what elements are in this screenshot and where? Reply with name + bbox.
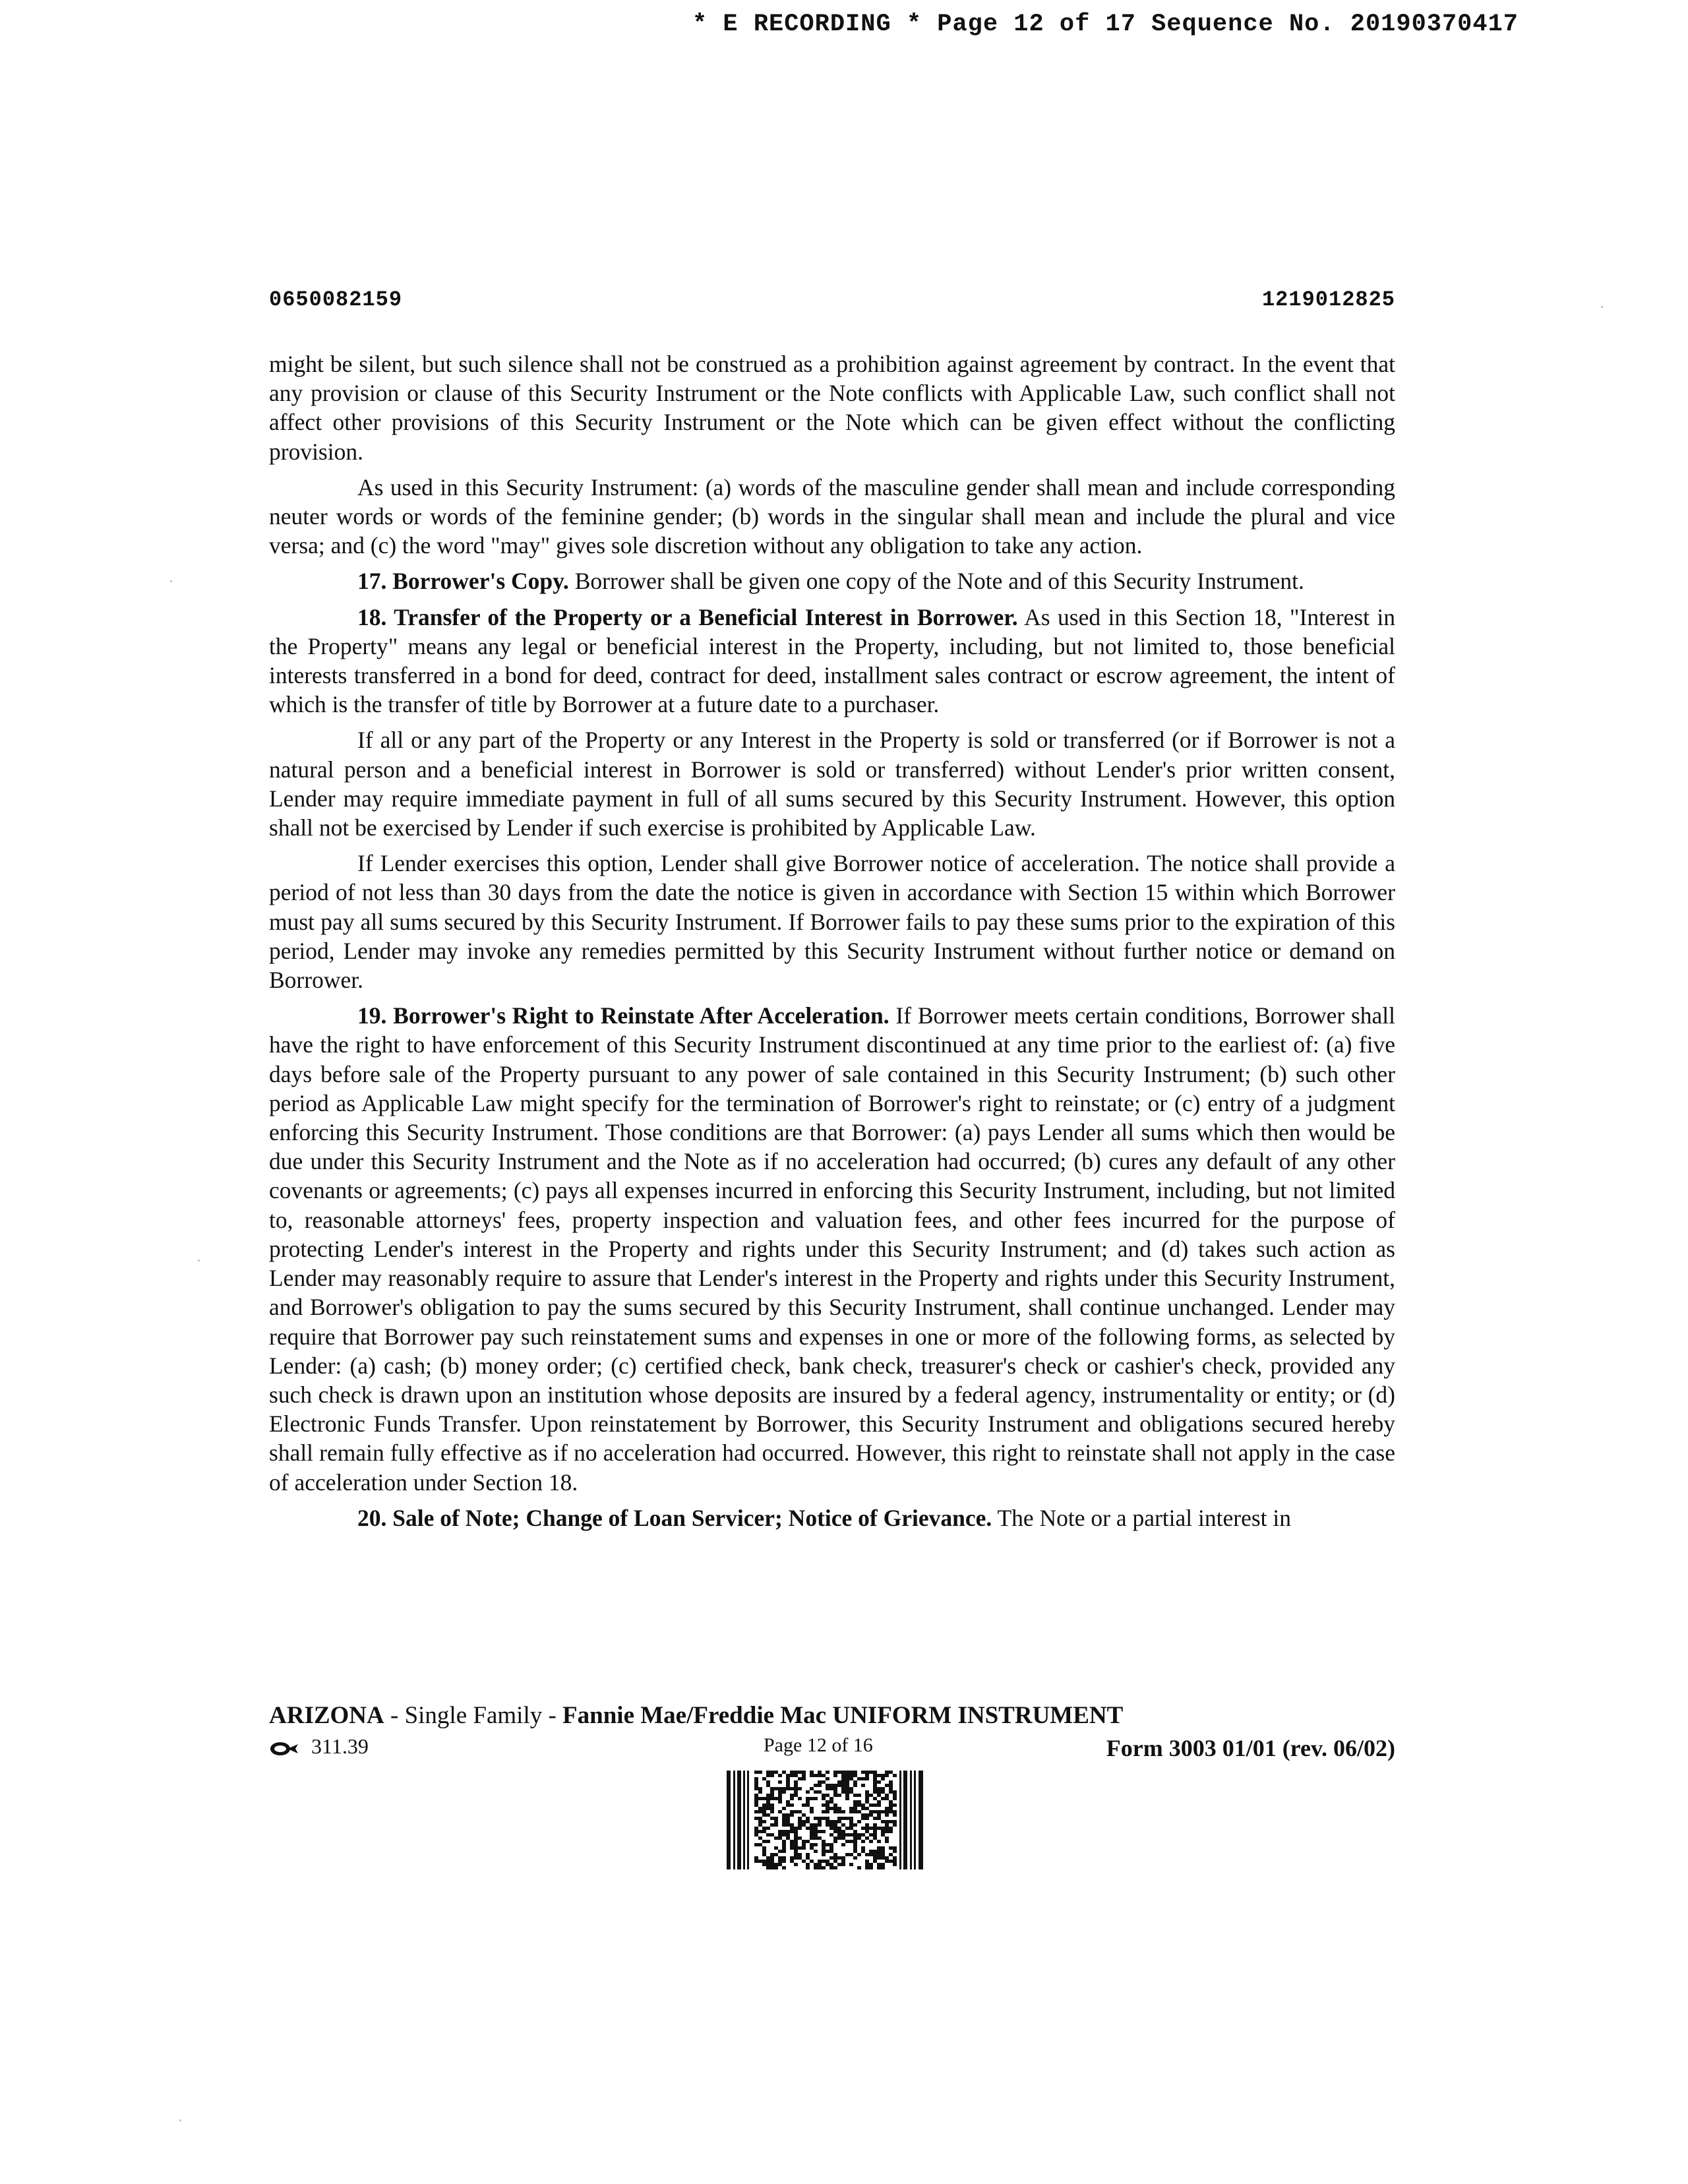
section-17-heading: 17. Borrower's Copy.	[357, 568, 569, 595]
loan-number-right: 1219012825	[1261, 288, 1395, 312]
document-body	[269, 349, 1395, 1539]
section-18-heading: 18. Transfer of the Property or a Beneficial Interest in Borrower.	[357, 603, 1018, 630]
scan-speck	[198, 1259, 200, 1261]
scan-speck	[170, 580, 172, 582]
vmp-logo-icon	[269, 1738, 299, 1755]
loan-number-left: 0650082159	[269, 288, 403, 312]
scan-speck	[179, 2119, 181, 2121]
scan-speck	[1601, 306, 1603, 308]
footer-page-number: Page 12 of 16	[764, 1734, 873, 1756]
barcode-icon	[727, 1771, 926, 1869]
footer-family: - Single Family -	[384, 1702, 563, 1729]
section-19	[269, 1001, 1395, 1496]
footer-instrument: Fannie Mae/Freddie Mac UNIFORM INSTRUMENT	[562, 1702, 1124, 1729]
footer-code	[269, 1734, 369, 1759]
section-18	[269, 603, 1395, 719]
section-20-heading: 20. Sale of Note; Change of Loan Servicer; Notice of Grievance.	[357, 1504, 992, 1531]
section-17	[269, 566, 1395, 595]
section-18-text: As used in this Section 18, "Interest in the Property" means any legal or beneficial interest in the Property, including, but not limited to, those beneficial interests transferred in a bond for deed, contract for deed, installment sales contract or escrow agreement, the intent of which is the transfer of title by Borrower at a future date to a purchaser.	[269, 603, 1395, 718]
section-19-text: If Borrower meets certain conditions, Borrower shall have the right to have enforcement of this Security Instrument discontinued at any time prior to the earliest of: (a) five days before sale of the Property pursuant to any power of sale contained in this Security Instrument; (b) such other period as Applicable Law might specify for the termination of Borrower's right to reinstate; or (c) entry of a judgment enforcing this Security Instrument. Those conditions are that Borrower: (a) pays Lender all sums which then would be due under this Security Instrument and the Note as if no acceleration had occurred; (b) cures any default of any other covenants or agreements; (c) pays all expenses incurred in enforcing this Security Instrument, including, but not limited to, reasonable attorneys' fees, property inspection and valuation fees, and other fees incurred for the purpose of protecting Lender's interest in the Property and rights under this Security Instrument; and (d) takes such action as Lender may reasonably require to assure that Lender's interest in the Property and rights under this Security Instrument, and Borrower's obligation to pay the sums secured by this Security Instrument, shall continue unchanged. Lender may require that Borrower pay such reinstatement sums and expenses in one or more of the following forms, as selected by Lender: (a) cash; (b) money order; (c) certified check, bank check, treasurer's check or cashier's check, provided any such check is drawn upon an institution whose deposits are insured by a federal agency, instrumentality or entity; or (d) Electronic Funds Transfer. Upon reinstatement by Borrower, this Security Instrument and obligations secured hereby shall remain fully effective as if no acceleration had occurred. However, this right to reinstate shall not apply in the case of acceleration under Section 18.	[269, 1002, 1395, 1496]
section-20-text: The Note or a partial interest in	[997, 1504, 1292, 1531]
paragraph-definitions: As used in this Security Instrument: (a) words of the masculine gender shall mean and include corresponding neuter words or words of the feminine gender; (b) words in the singular shall mean and include the plural and vice versa; and (c) the word "may" gives sole discretion without any obligation to take any action.	[269, 473, 1395, 559]
footer-row	[269, 1734, 1395, 1767]
recording-header: * E RECORDING * Page 12 of 17 Sequence No. 20190370417	[692, 11, 1519, 38]
section-17-text: Borrower shall be given one copy of the Note and of this Security Instrument.	[574, 568, 1304, 595]
footer-state: ARIZONA	[269, 1702, 384, 1729]
section-18-paragraph-2: If all or any part of the Property or any Interest in the Property is sold or transferred (or if Borrower is not a natural person and a beneficial interest in Borrower is sold or transferred) without Lender's prior written consent, Lender may require immediate payment in full of all sums secured by this Security Instrument. However, this option shall not be exercised by Lender if such exercise is prohibited by Applicable Law.	[269, 727, 1395, 841]
footer-form-number: Form 3003 01/01 (rev. 06/02)	[1106, 1735, 1395, 1761]
paragraph-continuation: might be silent, but such silence shall not be construed as a prohibition against agreement by contract. In the event that any provision or clause of this Security Instrument or the Note conflicts with Applicable Law, such conflict shall not affect other provisions of this Security Instrument or the Note which can be given effect without the conflicting provision.	[269, 351, 1395, 465]
footer-title	[269, 1701, 1395, 1730]
section-19-heading: 19. Borrower's Right to Reinstate After Acceleration.	[357, 1002, 889, 1029]
section-18-paragraph-3: If Lender exercises this option, Lender shall give Borrower notice of acceleration. The notice shall provide a period of not less than 30 days from the date the notice is given in accordance with Section 15 within which Borrower must pay all sums secured by this Security Instrument. If Borrower fails to pay these sums prior to the expiration of this period, Lender may invoke any remedies permitted by this Security Instrument without further notice or demand on Borrower.	[269, 850, 1395, 994]
footer-code-value: 311.39	[311, 1734, 369, 1758]
section-20	[269, 1503, 1395, 1532]
